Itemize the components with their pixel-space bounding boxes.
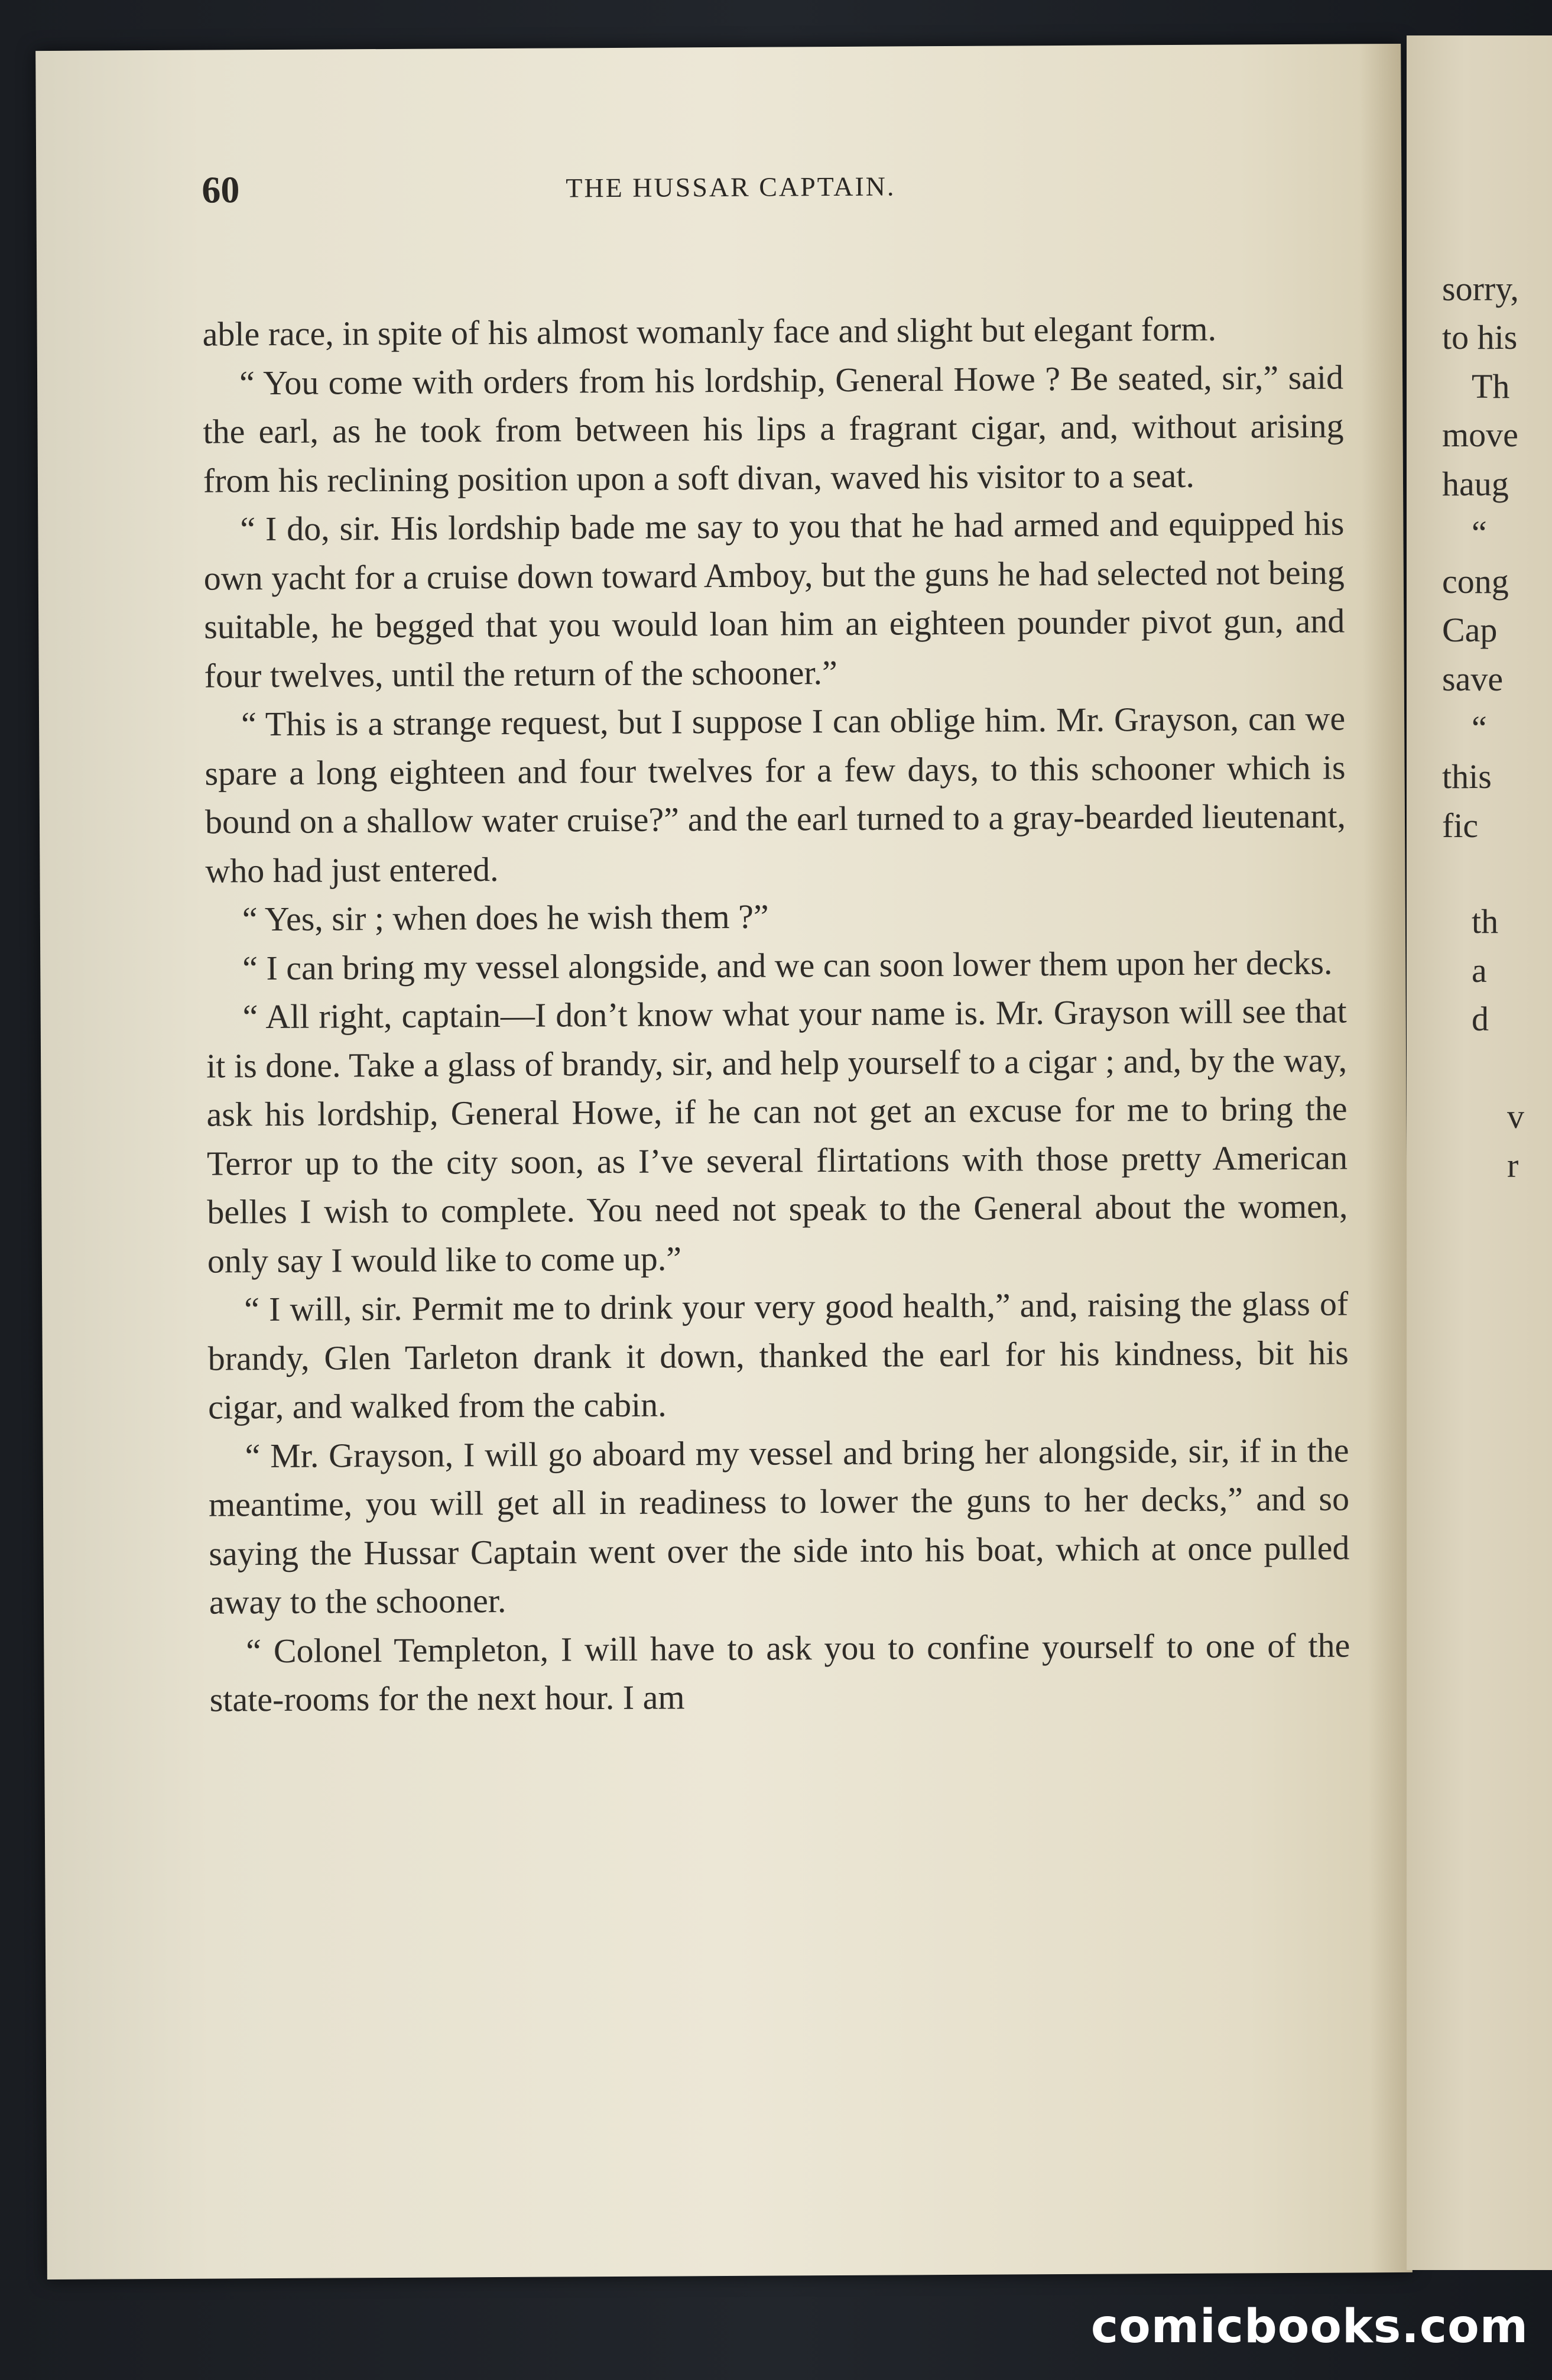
paragraph: able race, in spite of his almost womanly face and slight but elegant form. <box>202 309 1217 354</box>
facing-page-edge <box>1407 35 1552 2270</box>
facing-page-fragment: sorry, <box>1442 270 1519 308</box>
watermark: comicbooks.com <box>1090 2300 1528 2353</box>
book-page <box>35 44 1413 2280</box>
facing-page-fragment: Cap <box>1442 611 1498 649</box>
facing-page-fragment: Th <box>1472 367 1510 406</box>
facing-page-fragment: d <box>1472 1000 1489 1038</box>
facing-page-fragment: haug <box>1442 465 1509 503</box>
facing-page-fragment: fic <box>1442 806 1479 845</box>
body-text <box>202 304 1350 1724</box>
paragraph: “ Colonel Templeton, I will have to ask you to confine yourself to one of the state-rooms for the next hour. I am <box>209 1625 1350 1719</box>
facing-page-fragment: move <box>1442 416 1518 454</box>
facing-page-fragment: cong <box>1442 562 1509 601</box>
paragraph: “ All right, captain—I don’t know what your name is. Mr. Grayson will see that it is done. Take a glass of brandy, sir, and help yourself to a cigar ; and, by the way, ask his lordship, General Howe, if he can not get an excuse for me to bring the Terror up to the city soon, as I’ve several flirtations with those pretty American belles I wish to complete. You need not speak to the General about the women, only say I would like to come up.” <box>206 991 1348 1280</box>
facing-page-fragment: th <box>1472 902 1499 941</box>
paragraph: “ This is a strange request, but I suppose I can oblige him. Mr. Grayson, can we spare a long eighteen and four twelves for a few days, to this schooner which is bound on a shallow water cruise?” and the earl turned to a gray-bearded lieutenant, who had just entered. <box>204 699 1346 890</box>
facing-page-fragment: v <box>1507 1097 1524 1136</box>
paragraph: “ You come with orders from his lordship, General Howe ? Be seated, sir,” said the earl, as he took from between his lips a fragrant cigar, and, without arising from his reclining position upon a soft divan, waved his visitor to a seat. <box>203 357 1344 500</box>
facing-page-fragment: save <box>1442 660 1504 698</box>
running-title: THE HUSSAR CAPTAIN. <box>566 171 896 203</box>
facing-page-fragment: r <box>1507 1146 1519 1185</box>
facing-page-fragment: “ <box>1472 514 1487 552</box>
facing-page-fragment: “ <box>1472 709 1487 747</box>
page-number: 60 <box>202 168 240 211</box>
facing-page-fragment: a <box>1472 951 1487 990</box>
running-head <box>202 163 1259 215</box>
paragraph: “ I do, sir. His lordship bade me say to you that he had armed and equipped his own yacht for a cruise down toward Amboy, but the guns he had selected not being suitable, he begged that you would loan him an eighteen pounder pivot gun, and four twelves, until the return of the schooner.” <box>203 504 1345 695</box>
facing-page-fragment: this <box>1442 757 1492 796</box>
paragraph: “ Yes, sir ; when does he wish them ?” <box>242 897 769 939</box>
paragraph: “ I can bring my vessel alongside, and we can soon lower them upon her decks. <box>242 943 1333 987</box>
paragraph: “ I will, sir. Permit me to drink your very good health,” and, raising the glass of brandy, Glen Tarleton drank it down, thanked the earl for his kindness, bit his cigar, and walked from the cabin. <box>207 1284 1349 1426</box>
facing-page-fragment: to his <box>1442 318 1518 356</box>
paragraph: “ Mr. Grayson, I will go aboard my vessel and bring her alongside, sir, if in the meantime, you will get all in readiness to lower the guns to her decks,” and so saying the Hussar Captain went over the side into his boat, which at once pulled away to the schooner. <box>208 1430 1350 1622</box>
